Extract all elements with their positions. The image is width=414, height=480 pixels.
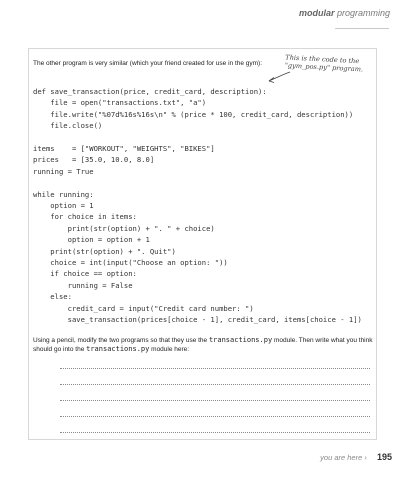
chevron-right-icon: › bbox=[364, 453, 367, 462]
code-line: items = ["WORKOUT", "WEIGHTS", "BIKES"] bbox=[33, 144, 215, 153]
code-line: file.write("%07d%16s%16s\n" % (price * 100, credit_card, description)) bbox=[33, 109, 354, 119]
header-rest: programming bbox=[334, 8, 390, 18]
answer-line[interactable] bbox=[60, 368, 370, 369]
arrow-icon bbox=[266, 70, 292, 84]
answer-line[interactable] bbox=[60, 384, 370, 385]
answer-line[interactable] bbox=[60, 400, 370, 401]
task-module-name-1: transactions.py bbox=[208, 336, 273, 344]
task-instructions bbox=[33, 336, 373, 354]
header-bold: modular bbox=[298, 8, 335, 18]
code-line: running = True bbox=[33, 166, 94, 176]
code-line: prices = [35.0, 10.0, 8.0] bbox=[33, 155, 155, 165]
code-line: if choice == option: bbox=[33, 269, 137, 279]
task-module-name-2: transactions.py bbox=[86, 345, 150, 353]
code-line: option = option + 1 bbox=[33, 235, 150, 245]
header-rule bbox=[335, 28, 389, 29]
code-line: file = open("transactions.txt", "a") bbox=[33, 98, 207, 108]
code-line: def save_transaction(price, credit_card, description): bbox=[33, 87, 267, 96]
code-line: running = False bbox=[33, 280, 133, 290]
code-line: for choice in items: bbox=[33, 212, 137, 222]
code-line: choice = int(input("Choose an option: ")) bbox=[33, 258, 228, 267]
code-line: print(str(option) + ". " + choice) bbox=[33, 223, 215, 233]
running-header bbox=[299, 8, 390, 18]
code-line: credit_card = input("Credit card number: ") bbox=[33, 303, 254, 313]
task-text-2: module. Then write what you think should go into the bbox=[33, 337, 373, 353]
task-text-3: module here: bbox=[149, 346, 190, 353]
code-line: option = 1 bbox=[33, 201, 94, 210]
intro-text: The other program is very similar (which your friend created for use in the gym): bbox=[33, 60, 263, 67]
you-are-here-label: you are here bbox=[320, 453, 363, 462]
code-line: save_transaction(prices[choice - 1], credit_card, items[choice - 1]) bbox=[33, 315, 362, 324]
code-line: while running: bbox=[33, 189, 94, 199]
handwritten-note: This is the code to the "gym_pos.py" program. bbox=[284, 53, 364, 74]
answer-line[interactable] bbox=[60, 432, 370, 433]
code-line: file.close() bbox=[33, 121, 103, 131]
page-number: 195 bbox=[376, 452, 392, 462]
task-text-1: Using a pencil, modify the two programs so that they use the bbox=[33, 337, 209, 344]
code-line: else: bbox=[33, 292, 72, 302]
code-line: print(str(option) + ". Quit") bbox=[33, 246, 176, 256]
answer-line[interactable] bbox=[60, 416, 370, 417]
page-footer bbox=[320, 452, 392, 462]
